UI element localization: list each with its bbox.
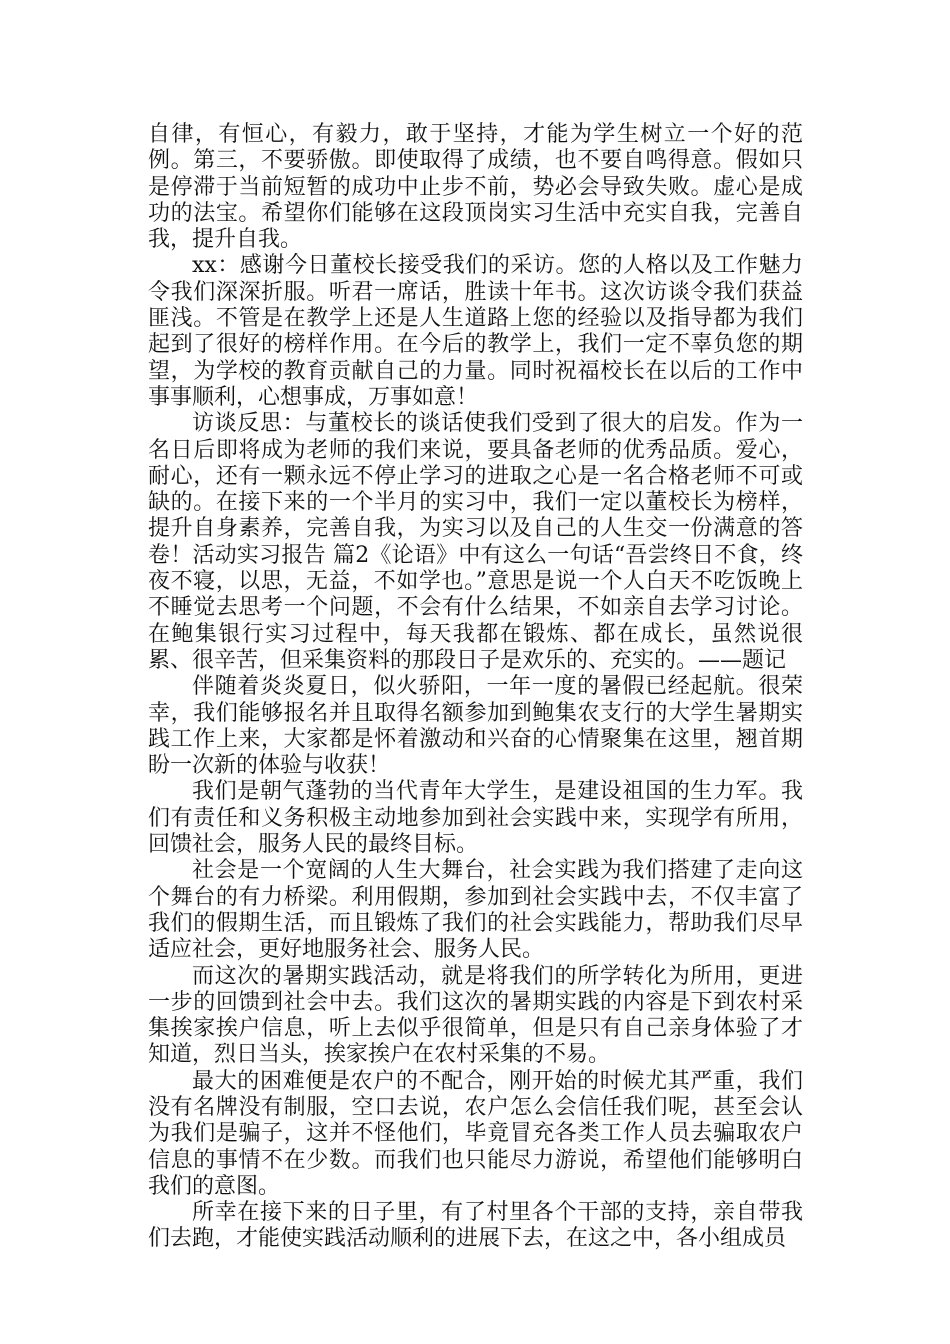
document-page [148, 122, 803, 1253]
paragraph-support: 所幸在接下来的日子里，有了村里各个干部的支持，亲自带我们去跑，才能使实践活动顺利的进展下去，在这之中，各小组成员 [148, 1200, 803, 1252]
paragraph-continuation: 自律，有恒心，有毅力，敢于坚持，才能为学生树立一个好的范例。第三，不要骄傲。即使取得了成绩，也不要自鸣得意。假如只是停滞于当前短暂的成功中止步不前，势必会导致失败。虚心是成功的法宝。希望你们能够在这段顶岗实习生活中充实自我，完善自我，提升自我。 [148, 122, 803, 253]
paragraph-difficulties: 最大的困难便是农户的不配合，刚开始的时候尤其严重，我们没有名牌没有制服，空口去说，农户怎么会信任我们呢，甚至会认为我们是骗子，这并不怪他们，毕竟冒充各类工作人员去骗取农户信息的事情不在少数。而我们也只能尽力游说，希望他们能够明白我们的意图。 [148, 1068, 803, 1199]
paragraph-interview-reflection: 访谈反思：与董校长的谈话使我们受到了很大的启发。作为一名日后即将成为老师的我们来说，要具备老师的优秀品质。爱心，耐心，还有一颗永远不停止学习的进取之心是一名合格老师不可或缺的。在接下来的一个半月的实习中，我们一定以董校长为榜样，提升自身素养，完善自我，为实习以及自己的人生交一份满意的答卷！活动实习报告 篇2《论语》中有这么一句话“吾尝终日不食，终夜不寝，以思，无益，不如学也。”意思是说一个人白天不吃饭晚上不睡觉去思考一个问题，不会有什么结果，不如亲自去学习讨论。在鲍集银行实习过程中，每天我都在锻炼、都在成长，虽然说很累、很辛苦，但采集资料的那段日子是欢乐的、充实的。——题记 [148, 411, 803, 673]
paragraph-summer-practice-intro: 伴随着炎炎夏日，似火骄阳，一年一度的暑假已经起航。很荣幸，我们能够报名并且取得名额参加到鲍集农支行的大学生暑期实践工作上来，大家都是怀着激动和兴奋的心情聚集在这里，翘首期盼一次新的体验与收获！ [148, 674, 803, 779]
paragraph-interview-thanks: xx：感谢今日董校长接受我们的采访。您的人格以及工作魅力令我们深深折服。听君一席话，胜读十年书。这次访谈令我们获益匪浅。不管是在教学上还是人生道路上您的经验以及指导都为我们起到了很好的榜样作用。在今后的教学上，我们一定不辜负您的期望，为学校的教育贡献自己的力量。同时祝福校长在以后的工作中事事顺利，心想事成，万事如意！ [148, 253, 803, 410]
paragraph-youth-responsibility: 我们是朝气蓬勃的当代青年大学生，是建设祖国的生力军。我们有责任和义务积极主动地参加到社会实践中来，实现学有所用，回馈社会，服务人民的最终目标。 [148, 779, 803, 858]
paragraph-practice-content: 而这次的暑期实践活动，就是将我们的所学转化为所用，更进一步的回馈到社会中去。我们这次的暑期实践的内容是下到农村采集挨家挨户信息，听上去似乎很简单，但是只有自己亲身体验了才知道，烈日当头，挨家挨户在农村采集的不易。 [148, 963, 803, 1068]
paragraph-society-stage: 社会是一个宽阔的人生大舞台，社会实践为我们搭建了走向这个舞台的有力桥梁。利用假期，参加到社会实践中去，不仅丰富了我们的假期生活，而且锻炼了我们的社会实践能力，帮助我们尽早适应社会，更好地服务社会、服务人民。 [148, 858, 803, 963]
